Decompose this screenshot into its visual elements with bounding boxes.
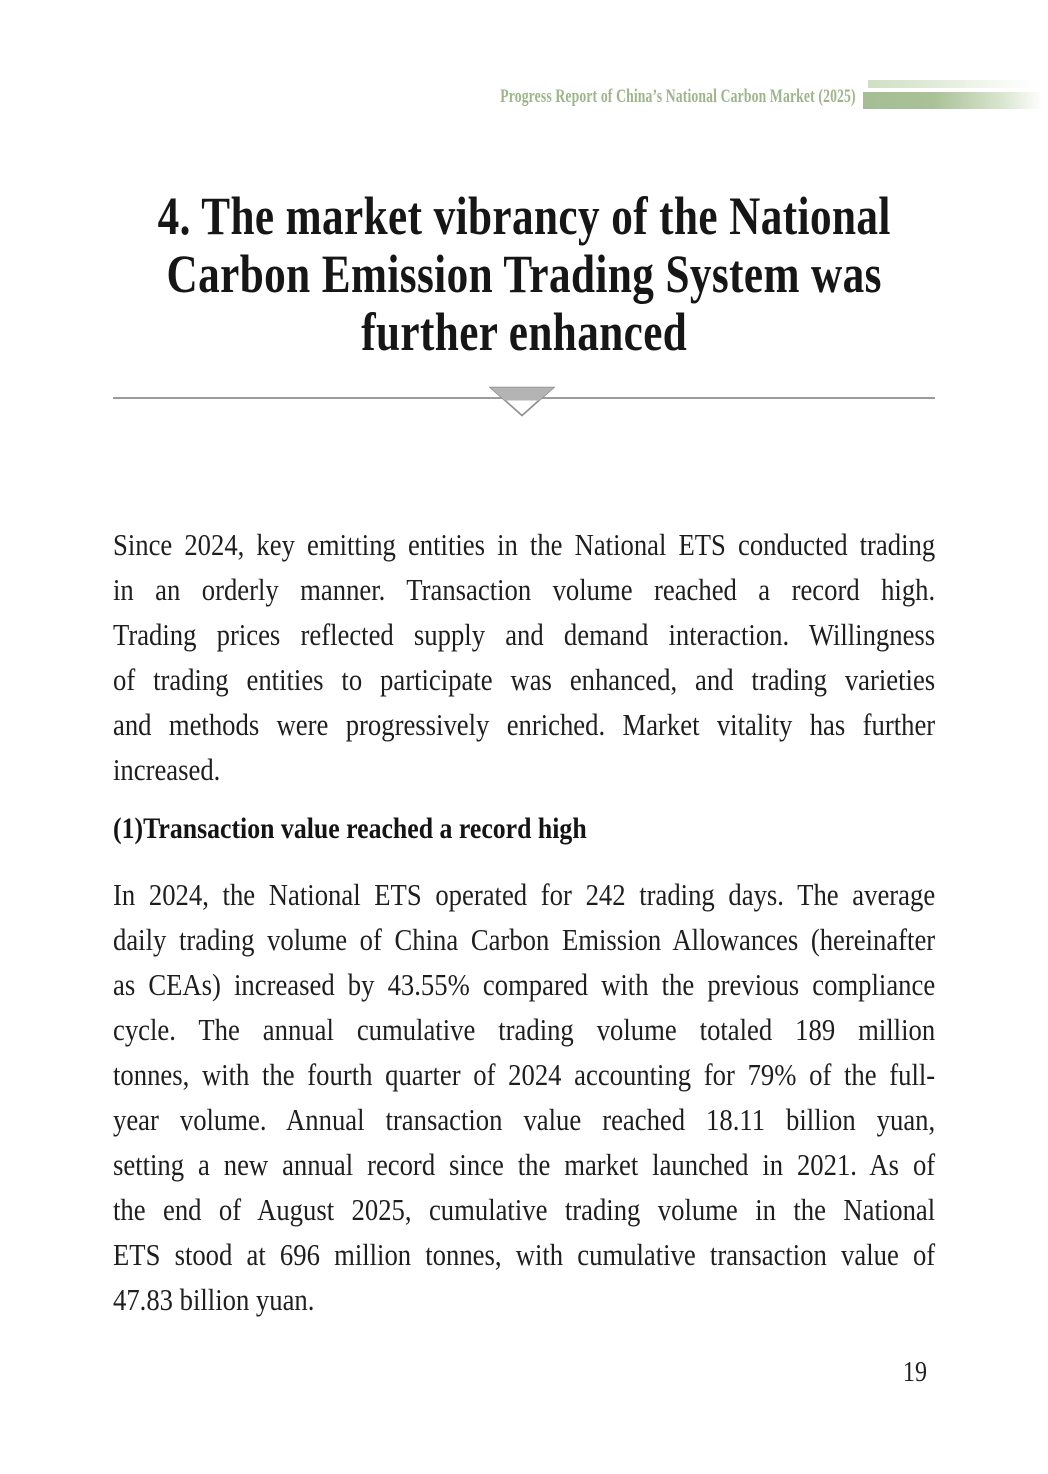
running-header-title: Progress Report of China’s National Carbon Market (2025) [500, 86, 856, 107]
text-line: the end of August 2025, cumulative trading volume in the National [113, 1192, 936, 1227]
text-line: tonnes, with the fourth quarter of 2024 accounting for 79% of the full- [113, 1057, 936, 1092]
text-line: in an orderly manner. Transaction volume reached a record high. [113, 572, 936, 607]
header-accent-bar [863, 92, 1048, 109]
text-line: year volume. Annual transaction value reached 18.11 billion yuan, [113, 1102, 936, 1137]
text-line: 47.83 billion yuan. [113, 1282, 315, 1317]
text-line: setting a new annual record since the market launched in 2021. As of [113, 1147, 936, 1182]
text-line: as CEAs) increased by 43.55% compared with the previous compliance [113, 967, 936, 1002]
header-accent-bar-light [868, 80, 1048, 88]
down-triangle-icon [489, 386, 555, 417]
text-line: In 2024, the National ETS operated for 242 trading days. The average [113, 877, 936, 912]
chapter-title-line-3: further enhanced [361, 302, 688, 362]
text-line: ETS stood at 696 million tonnes, with cumulative transaction value of [113, 1237, 936, 1272]
intro-paragraph [113, 522, 935, 792]
text-line: daily trading volume of China Carbon Emission Allowances (hereinafter [113, 922, 936, 957]
chapter-title-line-2: Carbon Emission Trading System was [166, 244, 882, 304]
text-line: Trading prices reflected supply and demand interaction. Willingness [113, 617, 936, 652]
chapter-title-line-1: 4. The market vibrancy of the National [157, 186, 891, 246]
section-heading: (1)Transaction value reached a record high [113, 812, 587, 845]
page-number: 19 [902, 1357, 927, 1388]
text-line: increased. [113, 752, 221, 787]
section-paragraph [113, 872, 935, 1322]
text-line: cycle. The annual cumulative trading volume totaled 189 million [113, 1012, 936, 1047]
text-line: Since 2024, key emitting entities in the National ETS conducted trading [113, 527, 936, 562]
text-line: and methods were progressively enriched. Market vitality has further [113, 707, 936, 742]
text-line: of trading entities to participate was enhanced, and trading varieties [113, 662, 936, 697]
chapter-title [113, 187, 935, 361]
